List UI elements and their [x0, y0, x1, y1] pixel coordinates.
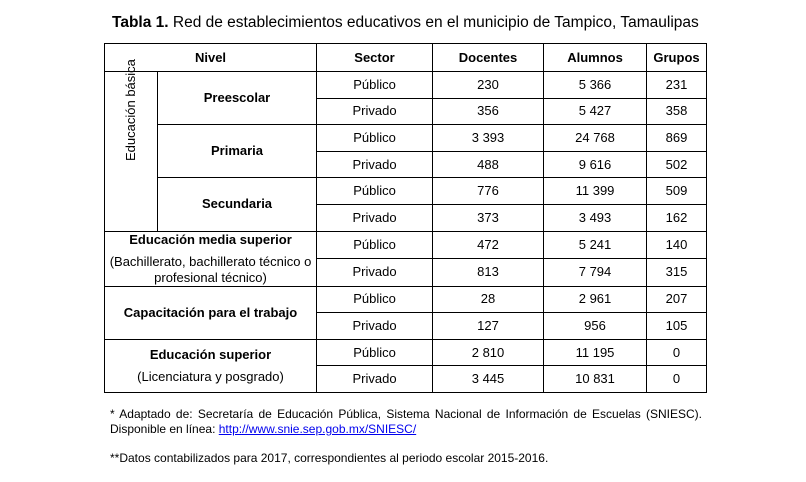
level-basica	[105, 59, 158, 232]
level-basica-label: Educación básica	[123, 59, 138, 162]
level-media-sub: (Bachillerato, bachillerato técnico o profesional técnico)	[109, 253, 312, 285]
cell-grupos: 869	[647, 125, 707, 152]
cell-alumnos: 3 493	[544, 204, 647, 231]
cell-alumnos: 2 961	[544, 286, 647, 313]
header-sector: Sector	[317, 44, 433, 72]
table-row	[105, 231, 707, 259]
cell-grupos: 162	[647, 204, 707, 231]
cell-sector: Público	[317, 339, 433, 366]
table-title-label: Tabla 1.	[112, 14, 169, 31]
cell-docentes: 776	[433, 178, 544, 205]
cell-docentes: 28	[433, 286, 544, 313]
cell-docentes: 813	[433, 259, 544, 287]
cell-docentes: 3 393	[433, 125, 544, 152]
education-table	[104, 43, 707, 393]
cell-grupos: 0	[647, 366, 707, 393]
cell-grupos: 140	[647, 231, 707, 259]
cell-docentes: 2 810	[433, 339, 544, 366]
cell-grupos: 207	[647, 286, 707, 313]
footnote-source	[110, 407, 702, 437]
header-alumnos: Alumnos	[544, 44, 647, 72]
table-row	[105, 72, 707, 99]
cell-grupos: 0	[647, 339, 707, 366]
footnote-source-text: * Adaptado de: Secretaría de Educación Pública, Sistema Nacional de Información de Escuelas (SNIESC). Disponible en línea:	[110, 407, 702, 436]
cell-sector: Público	[317, 286, 433, 313]
cell-sector: Privado	[317, 366, 433, 393]
level-primaria: Primaria	[158, 125, 317, 178]
cell-grupos: 105	[647, 313, 707, 340]
cell-grupos: 358	[647, 98, 707, 125]
level-media-superior	[105, 231, 317, 286]
cell-docentes: 373	[433, 204, 544, 231]
header-row	[105, 44, 707, 72]
cell-alumnos: 5 366	[544, 72, 647, 99]
cell-docentes: 127	[433, 313, 544, 340]
cell-sector: Privado	[317, 98, 433, 125]
table-row	[105, 178, 707, 205]
header-docentes: Docentes	[433, 44, 544, 72]
cell-grupos: 502	[647, 151, 707, 178]
cell-sector: Público	[317, 231, 433, 259]
cell-alumnos: 7 794	[544, 259, 647, 287]
cell-sector: Público	[317, 178, 433, 205]
table-row	[105, 125, 707, 152]
table-row	[105, 286, 707, 313]
cell-grupos: 509	[647, 178, 707, 205]
level-preescolar: Preescolar	[158, 72, 317, 125]
cell-sector: Público	[317, 72, 433, 99]
cell-docentes: 230	[433, 72, 544, 99]
cell-alumnos: 11 399	[544, 178, 647, 205]
cell-alumnos: 9 616	[544, 151, 647, 178]
cell-sector: Privado	[317, 151, 433, 178]
cell-grupos: 315	[647, 259, 707, 287]
cell-grupos: 231	[647, 72, 707, 99]
footnote-data: **Datos contabilizados para 2017, correspondientes al periodo escolar 2015-2016.	[110, 451, 549, 465]
level-media-title: Educación media superior	[129, 231, 292, 247]
source-link[interactable]: http://www.snie.sep.gob.mx/SNIESC/	[218, 422, 417, 436]
level-superior-sub: (Licenciatura y posgrado)	[137, 368, 284, 384]
cell-sector: Privado	[317, 313, 433, 340]
footnotes	[110, 407, 702, 466]
cell-sector: Público	[317, 125, 433, 152]
cell-alumnos: 5 241	[544, 231, 647, 259]
cell-docentes: 3 445	[433, 366, 544, 393]
level-superior	[105, 339, 317, 392]
cell-alumnos: 11 195	[544, 339, 647, 366]
cell-docentes: 356	[433, 98, 544, 125]
header-nivel: Nivel	[105, 44, 317, 72]
cell-docentes: 488	[433, 151, 544, 178]
table-title	[112, 14, 699, 32]
level-secundaria: Secundaria	[158, 178, 317, 231]
cell-alumnos: 956	[544, 313, 647, 340]
cell-sector: Privado	[317, 259, 433, 287]
cell-alumnos: 5 427	[544, 98, 647, 125]
level-superior-title: Educación superior	[149, 346, 272, 362]
table-title-text: Red de establecimientos educativos en el municipio de Tampico, Tamaulipas	[168, 14, 699, 31]
cell-alumnos: 10 831	[544, 366, 647, 393]
table-row	[105, 339, 707, 366]
level-capacitacion: Capacitación para el trabajo	[105, 286, 317, 339]
cell-docentes: 472	[433, 231, 544, 259]
header-grupos: Grupos	[647, 44, 707, 72]
cell-alumnos: 24 768	[544, 125, 647, 152]
cell-sector: Privado	[317, 204, 433, 231]
